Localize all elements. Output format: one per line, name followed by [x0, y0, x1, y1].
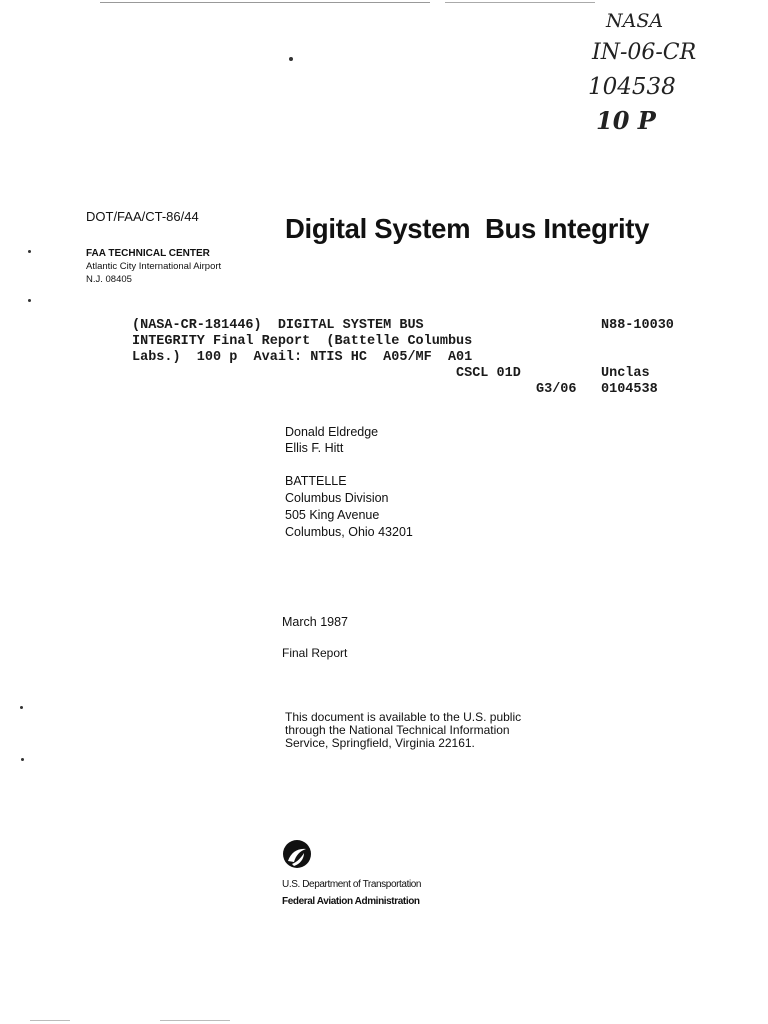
org-city: Columbus, Ohio 43201 — [285, 525, 413, 539]
catalog-group: G3/06 — [536, 382, 577, 397]
handwritten-line-2: IN-06-CR — [592, 40, 697, 65]
catalog-cscl: CSCL 01D — [456, 366, 521, 381]
top-edge-line-right — [445, 2, 595, 3]
footer-department: U.S. Department of Transportation — [282, 879, 422, 890]
availability-line-3: Service, Springfield, Virginia 22161. — [285, 736, 475, 750]
bottom-edge-line — [30, 1020, 70, 1021]
document-title: Digital System Bus Integrity — [285, 213, 650, 244]
handwritten-line-3: 104538 — [588, 74, 676, 100]
catalog-line-1: (NASA-CR-181446) DIGITAL SYSTEM BUS — [132, 318, 424, 333]
catalog-line-3: Labs.) 100 p Avail: NTIS HC A05/MF A01 — [132, 350, 473, 365]
author-1: Donald Eldredge — [285, 425, 379, 439]
catalog-number: N88-10030 — [601, 318, 674, 333]
footer-agency: Federal Aviation Administration — [282, 896, 420, 907]
speck — [28, 299, 31, 302]
catalog-line-2: INTEGRITY Final Report (Battelle Columbus — [132, 334, 473, 349]
report-date: March 1987 — [282, 615, 349, 629]
center-airport: Atlantic City International Airport — [86, 261, 222, 272]
center-name: FAA TECHNICAL CENTER — [86, 248, 210, 259]
center-location: N.J. 08405 — [86, 274, 132, 285]
speck — [289, 57, 293, 61]
top-edge-line — [100, 2, 430, 3]
handwritten-line-1: NASA — [606, 10, 664, 32]
report-type: Final Report — [282, 646, 348, 660]
catalog-unclas: Unclas — [601, 366, 650, 381]
bottom-edge-line-right — [160, 1020, 230, 1021]
author-2: Ellis F. Hitt — [285, 441, 344, 455]
speck — [20, 706, 23, 709]
org-division: Columbus Division — [285, 491, 389, 505]
org-name: BATTELLE — [285, 474, 347, 488]
org-street: 505 King Avenue — [285, 508, 380, 522]
availability-line-2: through the National Technical Information — [285, 723, 510, 737]
report-number: DOT/FAA/CT-86/44 — [86, 209, 199, 224]
handwritten-line-4: 10 P — [596, 106, 656, 135]
speck — [21, 758, 24, 761]
dot-logo-icon — [282, 838, 312, 870]
availability-line-1: This document is available to the U.S. public — [285, 710, 522, 724]
speck — [28, 250, 31, 253]
catalog-id: 0104538 — [601, 382, 658, 397]
